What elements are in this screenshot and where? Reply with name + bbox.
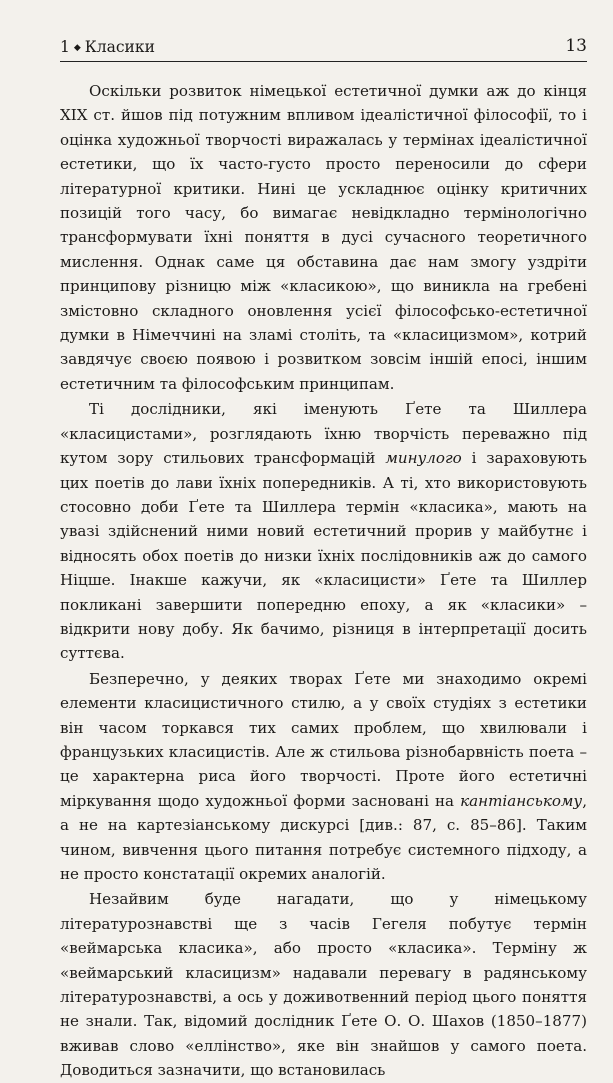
paragraph: [60, 887, 587, 1082]
paragraph: [60, 79, 587, 396]
chapter-title: Класики: [84, 38, 155, 56]
text-run: Безперечно, у деяких творах Ґете ми знаходимо окремі елементи класицистичного стилю, а у своїх студіях з естетики він часом торкався тих самих проблем, що хвилювали і французьких класицистів. Але ж стильова різнобарвність поета – це характерна риса його творчості. Проте його естетичні міркування щодо художньої форми засновані на: [60, 669, 587, 810]
paragraph: [60, 397, 587, 665]
running-head: [60, 30, 587, 56]
text-run: , а не на картезіанському дискурсі [див.: 87, с. 85–86]. Таким чином, вивчення цього питання потребує системного підходу, а не просто констатації окремих аналогій.: [60, 791, 587, 883]
header-rule: [60, 61, 587, 62]
text-run: Незайвим буде нагадати, що у німецькому літературознавстві ще з часів Гегеля побутує термін «веймарська класика», або просто «класика». Терміну ж «веймарський класицизм» надавали перевагу в радянському літературознавстві, а ось у доживотвенний період цього поняття не знали. Так, відомий дослідник Ґете О. О. Шахов (1850–1877) вживав слово «еллінство», яке він знайшов у самого поета. Доводиться зазначити, що встановилась: [60, 890, 587, 1080]
body-text: [60, 79, 587, 1083]
chapter-label: [60, 38, 565, 56]
text-run: Оскільки розвиток німецької естетичної думки аж до кінця XIX ст. йшов під потужним впливом ідеалістичної філософії, то і оцінка художньої творчості виражалась у термінах ідеалістичної естетики, що їх часто-густо просто переносили до сфери літературної критики. Нині це ускладнює оцінку критичних позицій того часу, бо вимагає невідкладно термінологічно трансформувати їхні поняття в дусі сучасного теоретичного мислення. Однак саме ця обставина дає нам змогу уздріти принципову різницю між «класикою», що виникла на гребені змістовно складного оновлення усієї філософсько-естетичної думки в Німеччині на зламі століть, та «класицизмом», котрий завдячує своєю появою і розвитком зовсім іншій епосі, іншим естетичним та філософським принципам.: [60, 82, 587, 393]
page-number: 13: [565, 36, 587, 56]
italic-term: кантіанському: [460, 791, 583, 810]
italic-term: минулого: [385, 449, 462, 468]
chapter-number: 1: [60, 38, 70, 56]
text-run: і зараховують цих поетів до лави їхніх попередників. А ті, хто використовують стосовно доби Ґете та Шиллера термін «класика», мають на увазі здійснений ними новий естетичний прорив у майбутнє і відносять обох поетів до низки їхніх послідовників аж до самого Ніцше. Інакше кажучи, як «класицисти» Ґете та Шиллер покликані завершити попередню епоху, а як «класики» – відкрити нову добу. Як бачимо, різниця в інтерпретації досить суттєва.: [60, 449, 587, 663]
paragraph: [60, 667, 587, 887]
diamond-separator-icon: ◆: [73, 43, 81, 53]
text-run: Ті дослідники, які іменують Ґете та Шиллера «класицистами», розглядають їхню творчість переважно під кутом зору стильових трансформацій: [60, 400, 587, 468]
